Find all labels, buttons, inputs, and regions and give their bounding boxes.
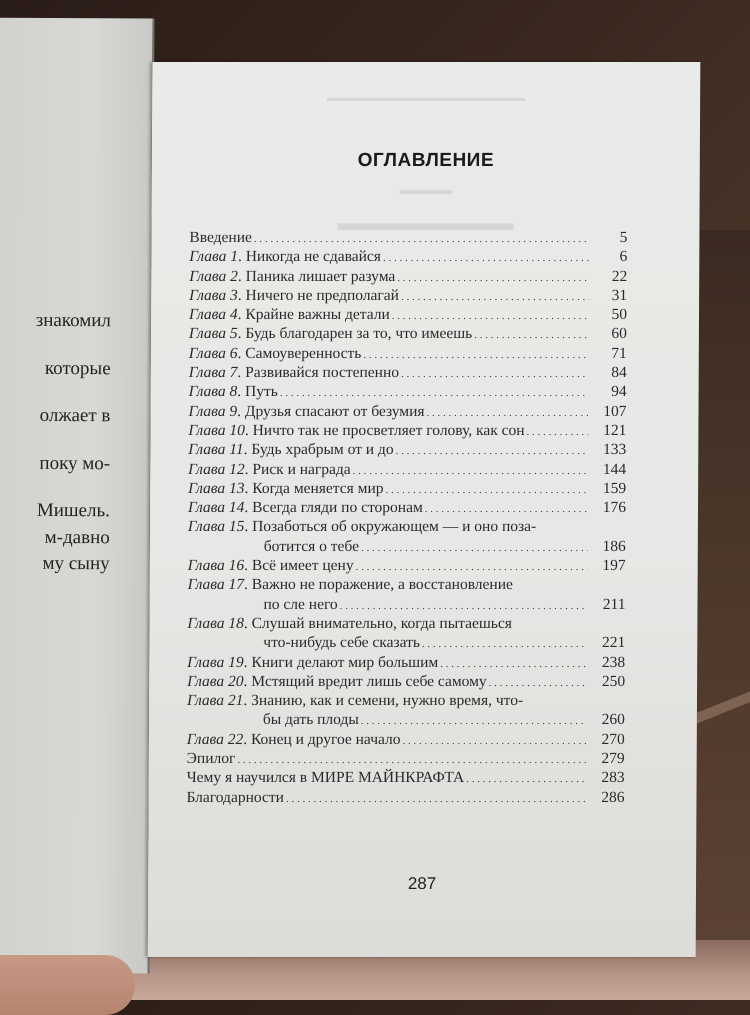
toc-entry	[188, 556, 626, 575]
toc-entry	[188, 460, 626, 479]
dot-leader	[286, 790, 587, 809]
page-ref: 197	[602, 557, 626, 575]
chapter-number: Глава 1	[189, 248, 239, 266]
left-page	[0, 18, 154, 974]
chapter-title: . Крайне важны детали	[237, 306, 390, 324]
toc-entry	[189, 228, 627, 247]
chapter-number: Глава 21	[186, 692, 244, 710]
chapter-title: . Будь благодарен за то, что имеешь	[237, 325, 473, 343]
table-of-contents	[186, 228, 627, 807]
chapter-title-continuation: что-нибудь себе сказать	[263, 634, 421, 652]
chapter-number: Глава 6	[188, 344, 238, 362]
left-page-line: му сыну	[42, 552, 110, 575]
chapter-title: . Ничего не предполагай	[237, 286, 400, 304]
toc-entry-label	[189, 305, 392, 324]
toc-entry-label	[188, 460, 353, 479]
toc-entry	[189, 286, 627, 305]
toc-entry-label	[187, 730, 403, 749]
toc-entry	[187, 672, 625, 691]
toc-entry	[187, 691, 625, 710]
page-ref: 60	[611, 325, 627, 343]
page-ref: 6	[619, 248, 628, 266]
toc-entry	[187, 653, 625, 672]
chapter-title: Чему я научился в МИРЕ МАЙНКРАФТА	[186, 769, 465, 787]
chapter-number: Глава 7	[188, 364, 238, 382]
page-ref: 238	[601, 653, 626, 671]
toc-entry-label	[186, 788, 286, 807]
chapter-number: Глава 5	[188, 325, 238, 343]
page-ref: 107	[603, 402, 627, 420]
toc-entry-label	[189, 228, 254, 247]
toc-entry	[189, 324, 627, 343]
page-ref: 283	[601, 769, 625, 787]
toc-entry-label	[187, 614, 514, 633]
page-ref: 176	[602, 499, 627, 517]
chapter-title: . Мстящий вредит лишь себе самому	[243, 672, 487, 690]
page-ref: 279	[601, 750, 625, 768]
toc-entry-label	[189, 247, 383, 266]
page-number: 287	[407, 874, 437, 893]
toc-entry-label	[188, 421, 526, 440]
chapter-title: . Всё имеет цену	[244, 557, 354, 575]
chapter-number: Глава 20	[187, 672, 244, 690]
toc-entry	[188, 575, 626, 594]
page-ref: 260	[601, 711, 625, 729]
chapter-number: Глава 8	[188, 383, 238, 401]
show-through-text: ▬▬▬▬▬▬▬▬▬▬▬▬▬▬▬▬▬▬	[327, 92, 526, 104]
page-ref: 211	[602, 595, 626, 613]
page-ref: 31	[611, 286, 628, 304]
chapter-number: Глава 9	[188, 402, 238, 420]
toc-entry-label	[189, 324, 474, 343]
page-ref: 94	[611, 383, 627, 401]
chapter-title: Эпилог	[186, 750, 236, 768]
background-furniture	[690, 230, 750, 950]
page-ref: 159	[602, 479, 627, 497]
chapter-title: . Путь	[237, 383, 278, 401]
toc-entry-label	[188, 575, 515, 594]
toc-entry-label	[189, 382, 280, 401]
chapter-title: . Ничто так не просветляет голову, как сон	[244, 421, 525, 439]
toc-entry-label	[188, 479, 386, 498]
thumb	[0, 955, 135, 1015]
show-through-text: ▬▬▬▬	[399, 182, 452, 197]
chapter-title: . Когда меняется мир	[244, 479, 384, 497]
toc-entry-continuation	[187, 710, 625, 729]
chapter-number: Глава 13	[188, 479, 245, 497]
right-page	[148, 62, 701, 957]
chapter-number: Глава 15	[187, 518, 245, 536]
chapter-number: Глава 18	[187, 614, 244, 632]
toc-entry	[187, 768, 625, 787]
toc-entry-label	[187, 653, 440, 672]
page-ref: 133	[603, 441, 627, 459]
toc-entry	[187, 614, 625, 633]
toc-entry	[187, 730, 625, 749]
toc-entry	[187, 749, 625, 768]
toc-entry	[188, 479, 626, 498]
chapter-number: Глава 2	[189, 267, 238, 285]
toc-entry	[186, 788, 624, 807]
left-page-line: которые	[44, 357, 111, 380]
page-ref: 22	[611, 267, 628, 285]
page-ref: 71	[611, 344, 627, 362]
chapter-number: Глава 10	[188, 421, 245, 439]
toc-entry-label	[189, 363, 401, 382]
page-ref: 221	[602, 634, 626, 652]
left-page-line: поку мо-	[39, 452, 111, 475]
toc-entry-continuation	[187, 595, 625, 614]
toc-entry-label	[188, 440, 395, 459]
toc-entry-label	[189, 286, 401, 305]
chapter-title: . Книги делают мир большим	[243, 653, 439, 671]
chapter-number: Глава 11	[188, 441, 244, 459]
page-ref: 144	[602, 460, 627, 478]
chapter-title-continuation: по сле него	[263, 595, 338, 613]
chapter-title: . Никогда не сдавайся	[237, 248, 382, 266]
left-page-line: олжает в	[39, 404, 111, 427]
toc-entry-label	[188, 498, 425, 517]
left-page-line: знакомил	[35, 309, 111, 332]
toc-entry	[188, 517, 626, 536]
left-page-line: Мишель.	[36, 499, 110, 522]
chapter-number: Глава 4	[188, 306, 238, 324]
page-ref: 270	[601, 730, 625, 748]
chapter-title: . Позаботься об окружающем — и оно поза-	[244, 518, 537, 536]
chapter-number: Глава 14	[187, 499, 245, 517]
chapter-title: . Развивайся постепенно	[237, 364, 400, 382]
toc-entry-label	[188, 556, 356, 575]
chapter-title: . Важно не поражение, а восстановление	[243, 576, 513, 594]
chapter-number: Глава 19	[187, 653, 244, 671]
show-through-text: ▬▬▬▬▬▬▬▬	[337, 210, 514, 235]
page-ref: 286	[601, 788, 625, 806]
toc-entry	[189, 267, 627, 286]
chapter-title-continuation: ботится о тебе	[263, 537, 360, 555]
chapter-number: Глава 16	[187, 557, 245, 575]
chapter-title: . Будь храбрым от и до	[243, 441, 394, 459]
toc-entry	[189, 382, 627, 401]
chapter-title: . Знанию, как и семени, нужно время, что-	[243, 692, 524, 710]
toc-entry-continuation	[187, 633, 625, 652]
toc-entry	[188, 440, 626, 459]
toc-entry-label	[187, 749, 238, 768]
toc-entry-label	[189, 344, 364, 363]
left-page-text	[0, 18, 112, 974]
chapter-number: Глава 22	[186, 730, 244, 748]
chapter-title: . Друзья спасают от безумия	[237, 402, 425, 420]
toc-entry	[189, 363, 627, 382]
page-ref: 50	[611, 306, 628, 324]
toc-entry	[189, 344, 627, 363]
chapter-number: Глава 3	[189, 286, 238, 304]
page-ref: 121	[603, 421, 627, 439]
toc-entry	[188, 498, 626, 517]
page-title: ОГЛАВЛЕНИЕ	[357, 150, 495, 171]
chapter-title: . Самоуверенность	[237, 344, 362, 362]
chapter-number: Глава 17	[187, 576, 245, 594]
chapter-title: . Риск и награда	[244, 460, 351, 478]
chapter-title: . Паника лишает разума	[237, 267, 396, 285]
toc-entry	[189, 247, 627, 266]
toc-entry	[188, 421, 626, 440]
chapter-title: Благодарности	[186, 788, 285, 806]
chapter-title: . Слушай внимательно, когда пытаешься	[243, 614, 512, 632]
toc-entry	[189, 305, 627, 324]
toc-entry-label	[189, 267, 397, 286]
chapter-title: Введение	[189, 229, 252, 246]
toc-entry-label	[187, 672, 489, 691]
chapter-number: Глава 12	[188, 460, 245, 478]
page-ref: 186	[602, 537, 626, 555]
toc-entry-label	[188, 402, 426, 421]
page-ref: 5	[619, 229, 628, 246]
toc-entry	[188, 402, 626, 421]
toc-entry-label	[188, 517, 538, 536]
page-ref: 84	[611, 364, 627, 382]
left-page-line: м-давно	[44, 526, 110, 549]
chapter-title: . Конец и другое начало	[243, 730, 401, 748]
page-ref: 250	[601, 672, 626, 690]
toc-entry-label	[187, 691, 525, 710]
chapter-title-continuation: бы дать плоды	[262, 711, 359, 729]
chapter-title: . Всегда гляди по сторонам	[244, 499, 423, 517]
toc-entry-continuation	[188, 537, 626, 556]
toc-entry-label	[187, 768, 467, 787]
